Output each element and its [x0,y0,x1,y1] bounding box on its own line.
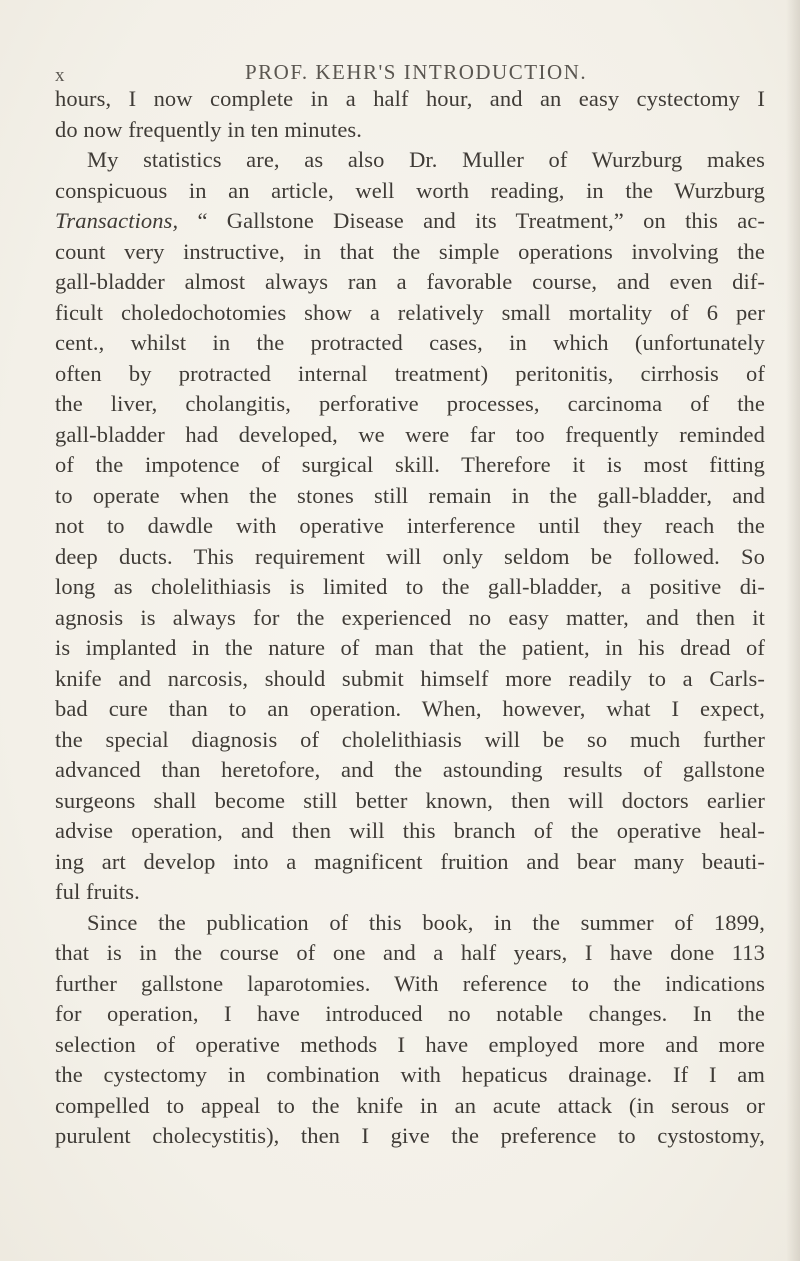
text-line: often by protracted internal treatment) peritonitis, cirrhosis of [55,360,765,386]
text-line: cent., whilst in the protracted cases, in which (unfortunately [55,330,765,355]
text-line: compelled to appeal to the knife in an acute attack (in serous or [55,1092,765,1118]
text-line: not to dawdle with operative interference until they reach the [55,513,765,538]
text-line: of the impotence of surgical skill. Therefore it is most fitting [55,452,765,477]
text-line: deep ducts. This requirement will only seldom be followed. So [55,543,765,569]
text-line: ing art develop into a magnificent fruition and bear many beauti- [55,848,765,874]
text-line: ful fruits. [55,879,140,904]
text-line: is implanted in the nature of man that the patient, in his dread of [55,635,765,660]
body-text [55,84,765,1152]
text-line: advanced than heretofore, and the astounding results of gallstone [55,757,765,782]
text-line: selection of operative methods I have employed more and more [55,1031,765,1057]
page-number: x [55,65,66,86]
text-line: to operate when the stones still remain in the gall-bladder, and [55,482,765,508]
text-line: further gallstone laparotomies. With reference to the indications [55,970,765,996]
text-line: that is in the course of one and a half years, I have done 113 [55,940,765,965]
text-line: ficult choledochotomies show a relatively small mortality of 6 per [55,299,765,325]
text-line: gall-bladder had developed, we were far too frequently reminded [55,421,765,447]
text-line: the special diagnosis of cholelithiasis will be so much further [55,726,765,752]
text-line: long as cholelithiasis is limited to the gall-bladder, a positive di- [55,574,765,599]
text-line: advise operation, and then will this branch of the operative heal- [55,818,765,843]
text-line: bad cure than to an operation. When, however, what I expect, [55,696,765,721]
text-line: surgeons shall become still better known, then will doctors earlier [55,787,765,813]
text-line: gall-bladder almost always ran a favorable course, and even dif- [55,269,765,294]
text-line: conspicuous in an article, well worth reading, in the Wurzburg [55,177,765,203]
text-line: knife and narcosis, should submit himself more readily to a Carls- [55,665,765,691]
italic-title: Transactions, [55,208,179,233]
text-line: for operation, I have introduced no notable changes. In the [55,1001,765,1026]
running-head: PROF. KEHR'S INTRODUCTION. [245,60,588,84]
text-line: purulent cholecystitis), then I give the preference to cystostomy, [55,1123,765,1148]
text-line: Since the publication of this book, in the summer of 1899, [87,909,765,935]
page-edge-shadow [786,0,800,1261]
text-line: hours, I now complete in a half hour, and an easy cystectomy I [55,86,765,111]
text-line: My statistics are, as also Dr. Muller of Wurzburg makes [87,147,765,172]
text-line: the cystectomy in combination with hepaticus drainage. If I am [55,1062,765,1087]
text-line: count very instructive, in that the simple operations involving the [55,238,765,264]
text-line: agnosis is always for the experienced no easy matter, and then it [55,604,765,630]
text-line: do now frequently in ten minutes. [55,116,362,142]
text-line [55,206,765,237]
text-segment: “ Gallstone Disease and its Treatment,” on this ac- [178,208,765,233]
text-line: the liver, cholangitis, perforative processes, carcinoma of the [55,391,765,416]
